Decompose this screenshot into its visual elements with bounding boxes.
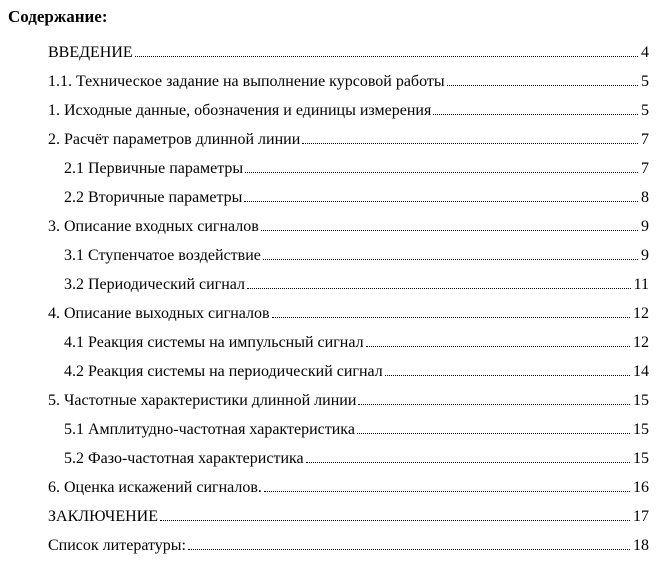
dot-leader (306, 461, 630, 463)
dot-leader (160, 519, 630, 521)
dot-leader (385, 374, 630, 376)
toc-entry-4-1[interactable] (64, 332, 649, 354)
dot-leader (366, 345, 630, 347)
toc-entry-page: 12 (633, 334, 649, 351)
toc-entry-introduction[interactable] (48, 42, 649, 64)
dot-leader (447, 84, 638, 86)
toc-entry-label: 4.1 Реакция системы на импульсный сигнал (64, 334, 364, 351)
toc-entry-6[interactable] (48, 477, 649, 499)
toc-entry-page: 8 (641, 189, 649, 206)
toc-entry-page: 4 (641, 44, 649, 61)
dot-leader (272, 316, 630, 318)
dot-leader (247, 287, 631, 289)
dot-leader (357, 432, 630, 434)
toc-entry-label: 5.2 Фазо-частотная характеристика (64, 450, 304, 467)
toc-entry-label: ЗАКЛЮЧЕНИЕ (48, 508, 158, 525)
toc-entry-page: 16 (633, 479, 649, 496)
toc-entry-label: 3. Описание входных сигналов (48, 218, 259, 235)
toc-entry-2[interactable] (48, 129, 649, 151)
toc-entry-label: 6. Оценка искажений сигналов. (48, 479, 262, 496)
toc-entry-4[interactable] (48, 303, 649, 325)
dot-leader (244, 200, 638, 202)
dot-leader (433, 113, 638, 115)
toc-entry-2-2[interactable] (64, 187, 649, 209)
toc-entry-3-1[interactable] (64, 245, 649, 267)
toc-entry-label: 2.1 Первичные параметры (64, 160, 244, 177)
toc-entry-label: 1. Исходные данные, обозначения и единицы измерения (48, 102, 432, 119)
dot-leader (135, 55, 638, 57)
dot-leader (358, 403, 630, 405)
toc-entry-label: 3.2 Периодический сигнал (64, 276, 246, 293)
dot-leader (302, 142, 638, 144)
toc-entry-label: 2. Расчёт параметров длинной линии (48, 131, 301, 148)
toc-entry-conclusion[interactable] (48, 506, 649, 528)
toc-entry-page: 12 (633, 305, 649, 322)
dot-leader (261, 229, 638, 231)
toc-entry-4-2[interactable] (64, 361, 649, 383)
dot-leader (263, 258, 638, 260)
toc-entry-label: Список литературы: (48, 537, 186, 554)
toc-entry-page: 15 (633, 392, 649, 409)
toc-entry-references[interactable] (48, 535, 649, 557)
toc-entry-page: 18 (633, 537, 649, 554)
toc-entry-label: 5.1 Амплитудно-частотная характеристика (64, 421, 355, 438)
toc-entry-label: 1.1. Техническое задание на выполнение курсовой работы (48, 73, 445, 90)
toc-entry-5-2[interactable] (64, 448, 649, 470)
toc-entry-label: 2.2 Вторичные параметры (64, 189, 243, 206)
toc-entry-page: 15 (633, 450, 649, 467)
toc-entry-page: 7 (641, 160, 649, 177)
toc-entry-page: 11 (633, 276, 649, 293)
toc-entry-3[interactable] (48, 216, 649, 238)
toc-entry-page: 5 (641, 102, 649, 119)
dot-leader (245, 171, 638, 173)
toc-entry-label: 4. Описание выходных сигналов (48, 305, 270, 322)
toc-entry-5-1[interactable] (64, 419, 649, 441)
dot-leader (264, 490, 630, 492)
toc-entry-label: 5. Частотные характеристики длинной линии (48, 392, 357, 409)
toc-entry-page: 14 (633, 363, 649, 380)
toc-entry-label: ВВЕДЕНИЕ (48, 44, 133, 61)
toc-entry-page: 15 (633, 421, 649, 438)
toc-entry-page: 5 (641, 73, 649, 90)
toc-entry-page: 17 (633, 508, 649, 525)
toc-entry-page: 7 (641, 131, 649, 148)
toc-entry-label: 3.1 Ступенчатое воздействие (64, 247, 261, 264)
toc-entry-1[interactable] (48, 100, 649, 122)
toc-entry-3-2[interactable] (64, 274, 649, 296)
toc-entry-page: 9 (641, 247, 649, 264)
toc-entry-2-1[interactable] (64, 158, 649, 180)
toc-entry-1-1[interactable] (48, 71, 649, 93)
toc-entry-5[interactable] (48, 390, 649, 412)
dot-leader (188, 548, 630, 550)
toc-entry-label: 4.2 Реакция системы на периодический сигнал (64, 363, 383, 380)
toc-title: Содержание: (8, 7, 108, 26)
toc-entry-page: 9 (641, 218, 649, 235)
